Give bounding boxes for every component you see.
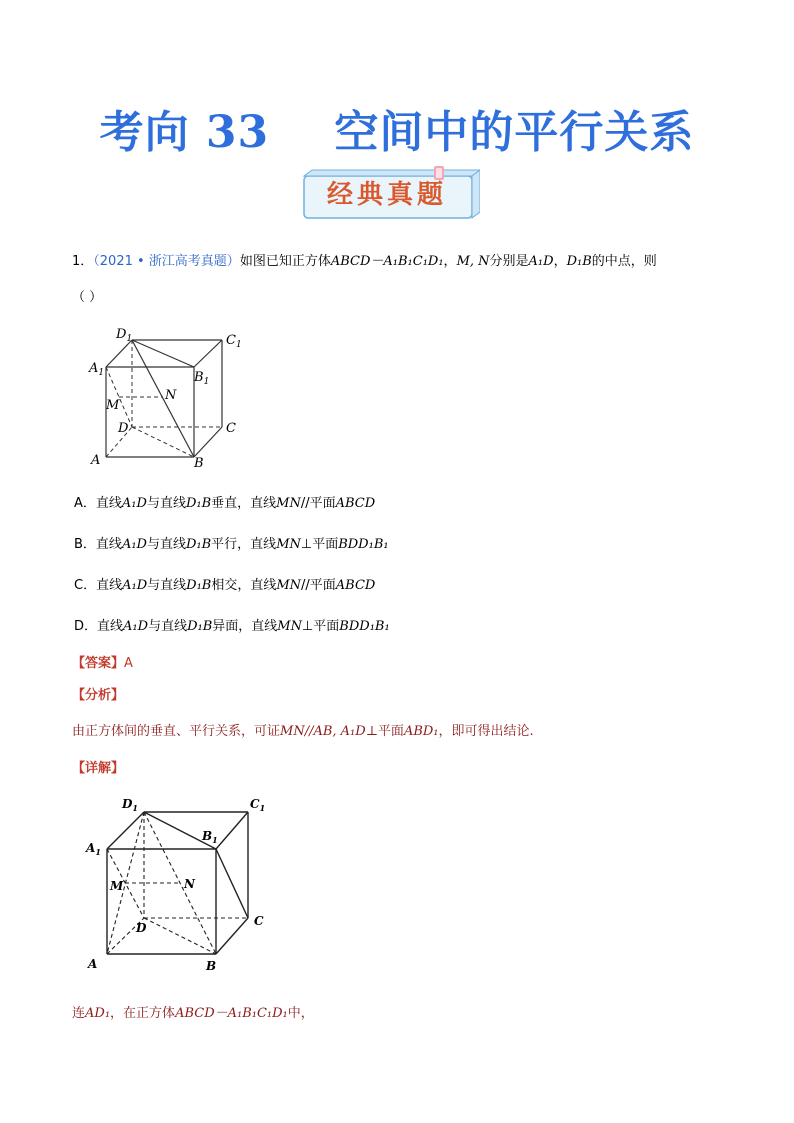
svg-text:B1: $B_1$ [202,829,218,845]
svg-text:N: N [184,877,195,891]
question-source: （2021 • 浙江高考真题） [93,254,240,269]
option-b[interactable]: B．直线A₁D与直线D₁B平行，直线MN⊥平面BDD₁B₁ [74,537,389,552]
answer-paren: （ ） [72,290,103,305]
option-d[interactable]: D．直线A₁D与直线D₁B异面，直线MN⊥平面BDD₁B₁ [74,619,390,634]
option-a[interactable]: A．直线A₁D与直线D₁B垂直，直线MN//平面ABCD [74,496,376,511]
svg-text:A1: $A_1$ [86,841,101,857]
svg-text:M: M [106,398,120,413]
cube-name: ABCD－A₁B₁C₁D₁ [330,254,444,269]
question-stem: 1．（2021 • 浙江高考真题）如图已知正方体ABCD－A₁B₁C₁D₁，M, N分别是A₁D，D₁B的中点，则 [72,254,657,269]
svg-text:C1: $C_1$ [226,333,242,350]
analysis-label: 【分析】 [72,688,125,703]
svg-text:B1: $B_1$ [194,370,210,387]
page-title: 考向 33 空间中的平行关系 [99,107,695,158]
svg-text:D: D [118,421,129,436]
svg-text:N: N [165,388,177,403]
svg-text:D: D [136,921,147,935]
svg-text:C: C [226,421,236,436]
svg-text:C: C [254,914,264,928]
svg-text:B: B [206,959,217,973]
option-c[interactable]: C．直线A₁D与直线D₁B相交，直线MN//平面ABCD [74,578,376,593]
svg-text:D1: $D_1$ [116,327,133,344]
cube-figure-1 [86,322,256,472]
svg-text:A: A [91,453,101,468]
svg-text:A1: $A_1$ [89,361,105,378]
detail-label: 【详解】 [72,761,125,776]
analysis-text: 由正方体间的垂直、平行关系，可证MN//AB, A₁D⊥平面ABD₁，即可得出结论. [72,724,534,739]
answer-value: A [124,656,133,671]
svg-text:M: M [110,879,124,893]
cube-figure-2 [82,792,282,984]
svg-text:B: B [194,456,204,471]
svg-text:D1: $D_1$ [122,797,138,813]
svg-text:C1: $C_1$ [250,797,266,813]
svg-text:A: A [88,957,98,971]
answer-line: 【答案】A [72,656,133,671]
banner-text: 经典真题 [326,180,447,210]
conclusion-text: 连AD₁，在正方体ABCD－A₁B₁C₁D₁中， [72,1006,314,1021]
